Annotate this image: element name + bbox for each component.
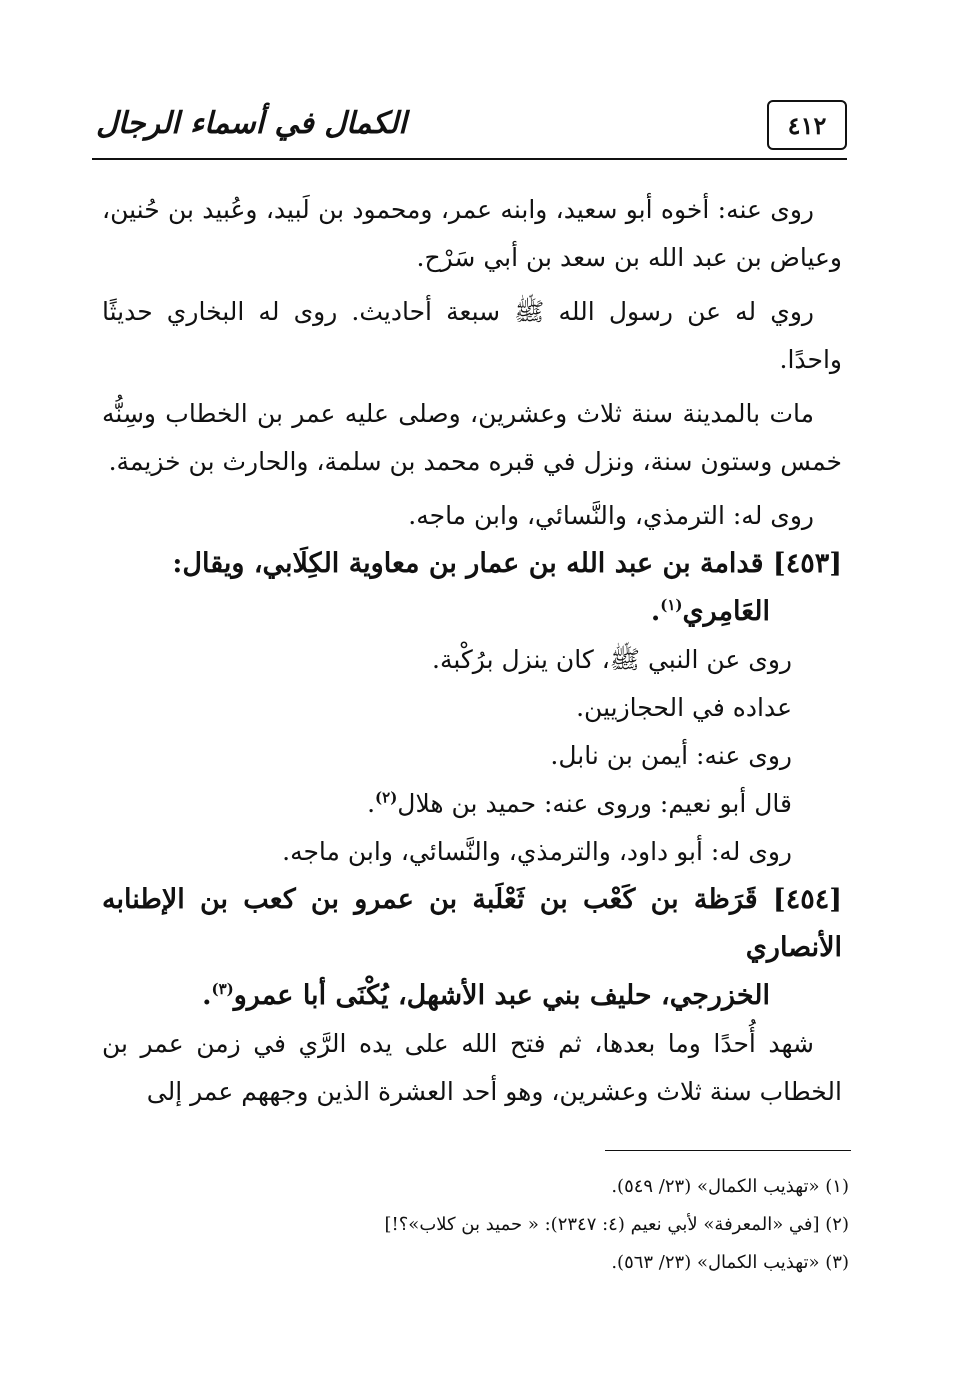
entry-heading-454 (102, 876, 842, 1020)
footnote-rule (605, 1150, 851, 1151)
paragraph (102, 780, 842, 828)
paragraph: عداده في الحجازيين. (576, 693, 792, 722)
entry-heading-end: . (650, 596, 661, 627)
entry-heading-453 (102, 540, 842, 636)
footnote-ref[interactable]: (٢) (375, 788, 398, 807)
paragraph: مات بالمدينة سنة ثلاث وعشرين، وصلى عليه عمر بن الخطاب وسِنُّه خمس وستون سنة، ونزل في قبره محمد بن سلمة، والحارث بن خزيمة. (102, 399, 842, 476)
paragraph: روى عنه: أخوه أبو سعيد، وابنه عمر، ومحمود بن لَبيد، وعُبيد بن حُنين، وعياض بن عبد الله بن سعد بن أبي سَرْح. (102, 195, 842, 272)
running-title: الكمال في أسماء الرجال (96, 105, 407, 141)
main-text (102, 186, 842, 1116)
paragraph: روي له عن رسول الله ﷺ سبعة أحاديث. روى له البخاري حديثًا واحدًا. (102, 297, 842, 374)
footnotes (109, 1168, 849, 1282)
footnote-ref[interactable]: (١) (660, 596, 683, 614)
paragraph: روى له: أبو داود، والترمذي، والنَّسائي، وابن ماجه. (282, 837, 792, 866)
header-rule (92, 158, 847, 160)
paragraph: روى له: الترمذي، والنَّسائي، وابن ماجه. (408, 501, 814, 530)
footnote-1: (١) «تهذيب الكمال» (٢٣/ ٥٤٩). (611, 1176, 849, 1197)
entry-heading-continuation (102, 588, 842, 636)
paragraph: روى عنه: أيمن بن نابل. (550, 741, 792, 770)
paragraph: شهد أُحدًا وما بعدها، ثم فتح الله على يده الرَّي في زمن عمر بن الخطاب سنة ثلاث وعشرين، وهو أحد العشرة الذين وجههم عمر إلى (102, 1029, 842, 1106)
paragraph: روى عن النبي ﷺ، كان ينزل برُكْبة. (432, 645, 792, 674)
entry-heading-line: العَامِري (682, 596, 770, 627)
footnote-2: (٢) [في «المعرفة» لأبي نعيم (٤: ٢٣٤٧): « حميد بن كلاب»؟!] (384, 1214, 849, 1235)
footnote-ref[interactable]: (٣) (211, 980, 234, 998)
entry-heading-line: [٤٥٣] قدامة بن عبد الله بن عمار بن معاوية الكِلَابي، ويقال: (172, 548, 842, 579)
entry-heading-line: [٤٥٤] قَرَظة بن كَعْب بن ثَعْلَبة بن عمرو بن كعب بن الإطنابه الأنصاري (102, 884, 842, 963)
page-header (92, 92, 847, 158)
footnote-3: (٣) «تهذيب الكمال» (٢٣/ ٥٦٣). (611, 1252, 849, 1273)
paragraph-end: . (367, 789, 376, 818)
entry-heading-continuation (102, 972, 842, 1020)
entry-heading-line: الخزرجي، حليف بني عبد الأشهل، يُكْنَى أبا عمرو (233, 980, 770, 1011)
page-number: ٤١٢ (767, 100, 847, 150)
paragraph-text: قال أبو نعيم: وروى عنه: حميد بن هلال (397, 789, 792, 818)
entry-heading-end: . (202, 980, 212, 1011)
